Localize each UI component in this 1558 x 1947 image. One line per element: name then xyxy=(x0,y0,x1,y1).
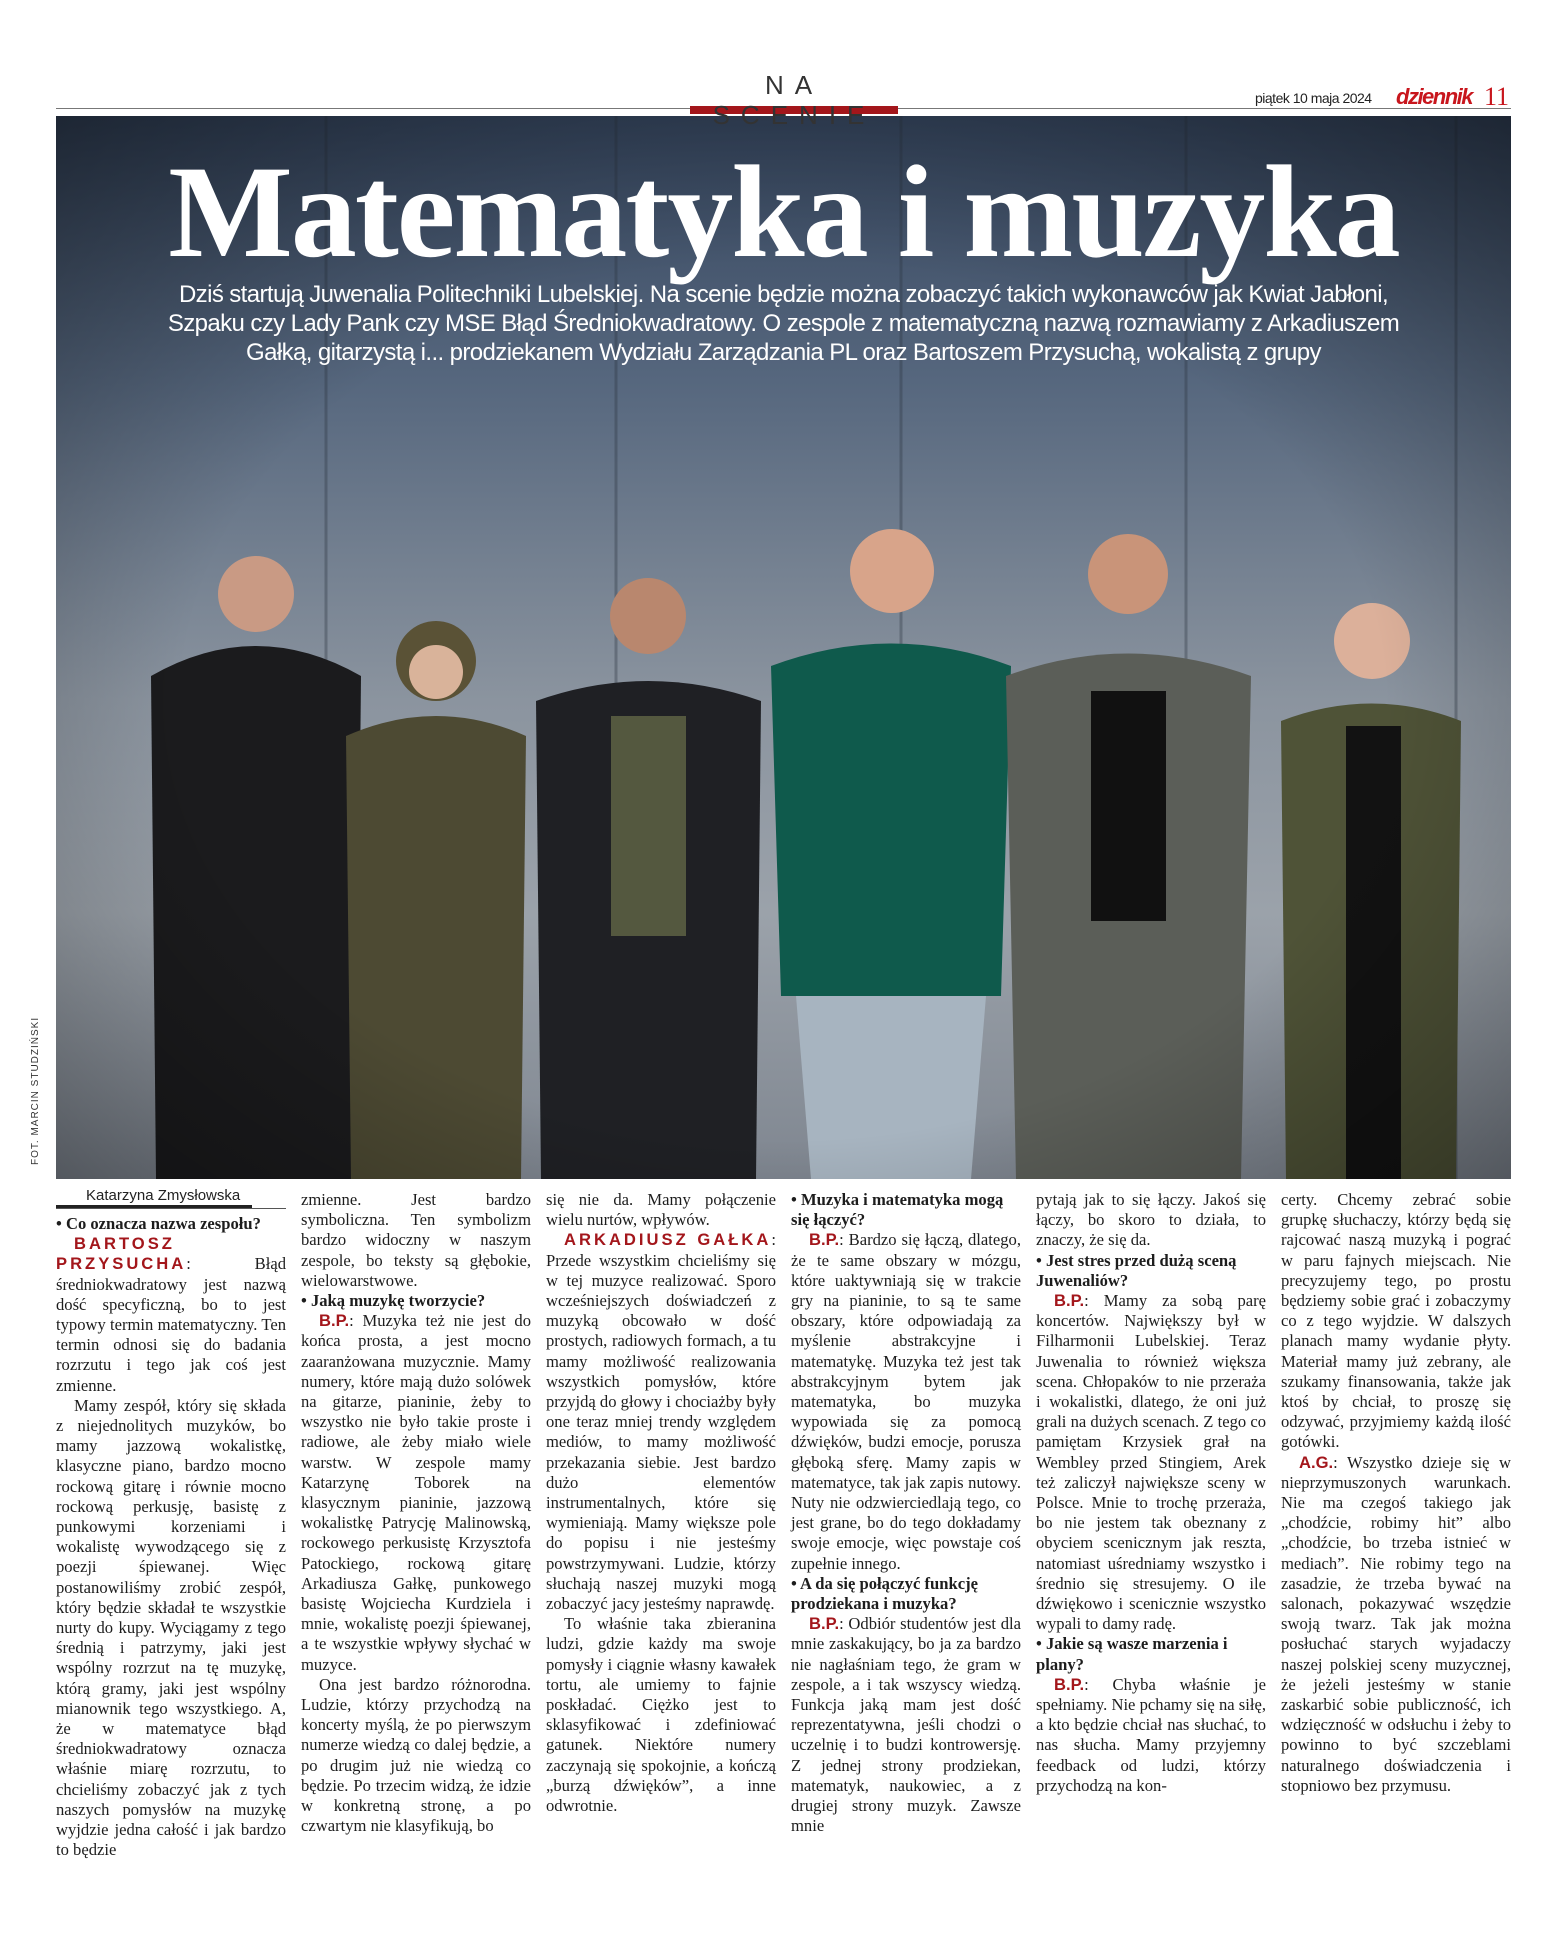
continued-paragraph: pytają jak to się łączy. Jakoś się łączy, bo skoro to działa, to znaczy, że się da. xyxy=(1036,1190,1266,1250)
interview-answer xyxy=(791,1614,1021,1836)
interview-question: • A da się połączyć funkcję prodziekana i muzyka? xyxy=(791,1573,978,1614)
issue-date: piątek 10 maja 2024 xyxy=(1255,90,1372,106)
answer-text: : Wszystko dzieje się w nieprzymuszonych warunkach. Nie ma czegoś takiego jak „chodźcie, robimy hit” albo „chodźcie, bo trzeba istnieć w mediach”. Nie robimy tego na zasadzie, że trzeba bywać na salonach, pokazywać wszędzie swoją twarz. Tak jak można posłuchać starych wyjadaczy naszej polskiej sceny muzycznej, że jeżeli jesteśmy w stanie zaskarbić sobie publiczność, ich wdzięczność w odsłuchu i żeby to powinno to być szczeblami naturalnego doświadczenia i stopniowo bez przymusu. xyxy=(1281,1452,1511,1795)
interview-question: • Jaką muzykę tworzycie? xyxy=(301,1291,486,1311)
interview-answer xyxy=(301,1311,531,1675)
paragraph: To właśnie taka zbieranina ludzi, gdzie każdy ma swoje pomysły i ciągnie własny kawałek tortu, ale umiemy to fajnie poskładać. Ciężko jest to sklasyfikować i zdefiniować gatunek. Niektóre numery zaczynają się spokojnie, a kończą „burzą dźwięków”, a inne odwrotnie. xyxy=(546,1614,776,1816)
interview-question: • Jest stres przed dużą sceną Juwenaliów? xyxy=(1036,1250,1237,1290)
paragraph: Mamy zespół, który się składa z niejednolitych muzyków, bo mamy jazzową wokalistkę, klasyczne piano, bardzo mocno rockową gitarę i równie mocno rockową perkusję, basistę z punkowymi korzeniami i wokalistę wywodzącego się z poezji śpiewanej. Więc postanowiliśmy zrobić zespół, który będzie składał te wszystkie nurty do kupy. Wyciągamy z tego średnią i patrzymy, jaki jest wspólny rozrzut na tę muzykę, którą gramy, jaki jest wspólny mianownik tego wszystkiego. A, że w matematyce błąd średniokwadratowy oznacza właśnie miarę rozrzutu, to chcieliśmy zobaczyć jak z tych naszych pomysłów na muzykę wyjdzie jedna całość i jak bardzo to będzie xyxy=(56,1395,286,1860)
interview-answer xyxy=(546,1230,776,1614)
paragraph: Ona jest bardzo różnorodna. Ludzie, którzy przychodzą na koncerty myślą, że po pierwszym numerze wiedzą co dalej będzie, a po drugim już nie wiedzą co będzie. Po trzecim widzą, że idzie w konkretną stronę, a po czwartym nie klasyfikują, bo xyxy=(301,1674,531,1836)
answer-text: : Odbiór studentów jest dla mnie zaskakujący, bo ja za bardzo nie nagłaśniam tego, że gram w zespole, a i tak wszyscy wiedzą. Funkcja jaką mam jest dość reprezentatywna, jeśli chodzi o uczelnię i to budzi kontrowersję. Z jednej strony prodziekan, matematyk, naukowiec, a z drugiej strony muzyk. Zawsze mnie xyxy=(791,1614,1021,1836)
article-column-5 xyxy=(1036,1190,1266,1796)
article-column-2 xyxy=(301,1190,531,1837)
band-photo xyxy=(56,116,1511,1179)
page-number: 11 xyxy=(1484,82,1510,111)
article-lead xyxy=(56,280,1511,367)
article-column-1 xyxy=(56,1214,286,1861)
interview-question: • Co oznacza nazwa zespołu? xyxy=(56,1214,261,1233)
article-column-4 xyxy=(791,1190,1021,1837)
interview-answer xyxy=(1281,1453,1511,1796)
answer-text: : Bardzo się łączą, dlatego, że te same obszary w mózgu, które uaktywniają się w trakcie gry na pianinie, to są te same obszary, które odpowiadają za myślenie abstrakcyjne i matematykę. Muzyka też jest tak abstrakcyjnym bytem jak matematyka, bo muzyka wypowiada się za pomocą dźwięków, budzi emocje, porusza głęboką sferę. Mamy zapis w matematyce, tak jak zapis nutowy. Nuty nie odzwierciedlają tego, co jest grane, bo do tego dokładamy swoje emocje, więc powstaje coś zupełnie innego. xyxy=(791,1230,1021,1573)
article-title: Matematyka i muzyka xyxy=(168,138,1399,285)
newspaper-logo: dziennik xyxy=(1396,84,1473,109)
continued-paragraph: się nie da. Mamy połączenie wielu nurtów, wpływów. xyxy=(546,1190,776,1230)
lead-line: Gałką, gitarzystą i... prodziekanem Wydziału Zarządzania PL oraz Bartoszem Przysuchą, wokalistą z grupy xyxy=(246,339,1321,366)
interview-question: • Jakie są wasze marzenia i plany? xyxy=(1036,1634,1228,1674)
continued-paragraph: certy. Chcemy zebrać sobie grupkę słuchaczy, którzy będą się rajcować naszą muzyką i pograć w paru fajnych miejscach. Nie precyzujemy tego, po prostu będziemy sobie grać i zobaczymy co z tego wyjdzie. W dalszych planach mamy wydanie płyty. Materiał mamy już zebrany, ale szukamy finansowania, także jak ktoś by chciał, to proszę się odzywać, przyjmiemy każdą ilość gotówki. xyxy=(1281,1190,1511,1452)
interview-answer xyxy=(1036,1675,1266,1796)
speaker-label: B.P. xyxy=(809,1230,840,1250)
lead-line: Dziś startują Juwenalia Politechniki Lubelskiej. Na scenie będzie można zobaczyć takich wykonawców jak Kwiat Jabłoni, xyxy=(178,281,1389,308)
speaker-label: B.P. xyxy=(1054,1674,1085,1694)
section-label: NA SCENIE xyxy=(712,70,876,130)
article-column-3 xyxy=(546,1190,776,1816)
answer-text: : Błąd średniokwadratowy jest nazwą dość specyficzną, bo to jest typowy termin matematyczny. Ten termin odnosi się do badania rozrzutu i tego jak coś jest zmienne. xyxy=(56,1254,286,1395)
answer-text: : Przede wszystkim chcieliśmy się w tej muzyce realizować. Sporo wcześniejszych doświadczeń z muzyką obcowało w dość prostych, radiowych formach, a tu mamy możliwość realizowania wszystkich pomysłów, które przyjdą do głowy i chociażby były one teraz mniej trendy względem mediów, to mamy możliwość przekazania siebie. Jest bardzo dużo elementów instrumentalnych, które się wymieniają. Mamy większe pole do popisu i nie jesteśmy powstrzymywani. Ludzie, którzy słuchają naszej muzyki mogą zobaczyć jacy jesteśmy naprawdę. xyxy=(546,1230,776,1614)
interview-answer xyxy=(56,1234,286,1396)
answer-text: : Mamy za sobą parę koncertów. Największy był w Filharmonii Lubelskiej. Teraz Juwenalia to również większa scena. Chłopaków to nie przeraża i wokalistki, dlatego, że oni już grali na dużych scenach. Z tego co pamiętam Krzysiek grał na Wembley przed Stingiem, Arek też zaliczył największe sceny w Polsce. Mnie to trochę przeraża, bo nie jestem tak obeznany z obyciem scenicznym jak reszta, natomiast uśredniamy wszystko i średnio się stresujemy. O ile dźwiękowo i scenicznie wszystko wypali to damy radę. xyxy=(1036,1291,1266,1634)
answer-text: : Muzyka też nie jest do końca prosta, a jest mocno zaaranżowana muzycznie. Mamy numery, które mają dużo solówek na gitarze, pianinie, żeby to wszystko nie było takie proste i radiowe, ale żeby miało wiele warstw. W zespole mamy Katarzynę Toborek na klasycznym pianinie, jazzową wokalistkę Patrycję Malinowską, rockowego perkusistę Krzysztofa Patockiego, rockową gitarę Arkadiusza Gałkę, punkowego basistę Wojciecha Kurdziela i mnie, wokalistę poezji śpiewanej, a te wszystkie wpływy słychać w muzyce. xyxy=(301,1311,531,1674)
speaker-label: B.P. xyxy=(809,1614,840,1634)
lead-line: Szpaku czy Lady Pank czy MSE Błąd Średniokwadratowy. O zespole z matematyczną nazwą rozmawiamy z Arkadiuszem xyxy=(167,310,1400,337)
speaker-label: B.P. xyxy=(319,1311,350,1331)
interview-question: • Muzyka i matematyka mogą się łączyć? xyxy=(791,1190,1004,1230)
answer-text: : Chyba właśnie je spełniamy. Nie pchamy się na siłę, a kto będzie chciał nas słuchać, to nas słucha. Mamy przyjemny feedback od ludzi, którzy przychodzą na kon- xyxy=(1036,1674,1266,1795)
speaker-label: BARTOSZ PRZYSUCHA xyxy=(56,1234,187,1274)
byline-rule xyxy=(56,1208,286,1209)
photo-credit: FOT. MARCIN STUDZIŃSKI xyxy=(30,1016,41,1165)
speaker-label: A.G. xyxy=(1299,1452,1334,1472)
author-name: Katarzyna Zmysłowska xyxy=(56,1187,252,1208)
interview-answer xyxy=(1036,1291,1266,1634)
article-column-6 xyxy=(1281,1190,1511,1796)
continued-paragraph: zmienne. Jest bardzo symboliczna. Ten symbolizm bardzo widoczny w naszym zespole, bo teksty są głębokie, wielowarstwowe. xyxy=(301,1190,531,1290)
byline xyxy=(56,1187,286,1208)
speaker-label: B.P. xyxy=(1054,1291,1085,1311)
interview-answer xyxy=(791,1230,1021,1573)
speaker-label: ARKADIUSZ GAŁKA xyxy=(564,1230,772,1250)
